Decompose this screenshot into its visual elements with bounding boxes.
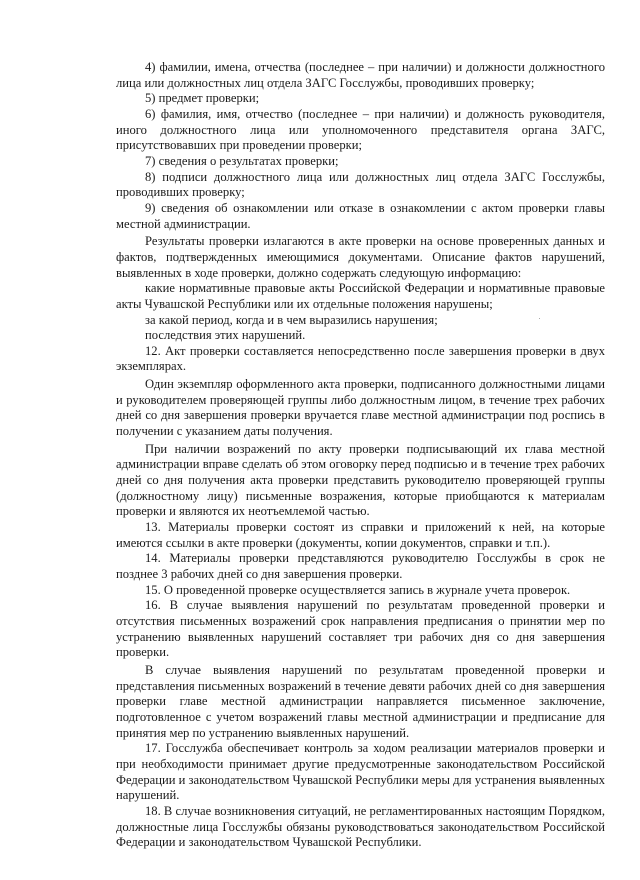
paragraph-item-4: 4) фамилии, имена, отчества (последнее – при наличии) и должности должностного лица или должностных лиц отдела ЗАГС Госслужбы, проводивших проверку; <box>116 60 605 90</box>
paragraph-15: 15. О проведенной проверке осуществляется запись в журнале учета проверок. <box>145 582 571 597</box>
document-body <box>116 60 605 851</box>
paragraph-14: 14. Материалы проверки представляются руководителю Госслужбы в срок не позднее 3 рабочих дней со дня завершения проверки. <box>116 551 605 581</box>
paragraph-violation-period: за какой период, когда и в чем выразились нарушения; <box>145 312 438 327</box>
paragraph-17: 17. Госслужба обеспечивает контроль за ходом реализации материалов проверки и при необходимости принимает другие предусмотренные законодательством Российской Федерации и законодательством Чувашской Республики меры для устранения выявленных нарушений. <box>116 741 605 803</box>
paragraph-item-8: 8) подписи должностного лица или должностных лиц отдела ЗАГС Госслужбы, проводивших проверку; <box>116 169 605 200</box>
scan-speck <box>539 318 540 319</box>
paragraph-12-objections: При наличии возражений по акту проверки подписывающий их глава местной администрации вправе сделать об этом оговорку перед подписью и в течение трех рабочих дней со дня получения акта проверки представить руководителю проверяющей группы (должностному лицу) письменные возражения, которые приобщаются к материалам проверки и являются их неотъемлемой частью. <box>116 441 605 519</box>
paragraph-18: 18. В случае возникновения ситуаций, не регламентированных настоящим Порядком, должностные лица Госслужбы обязаны руководствоваться законодательством Российской Федерации и законодательством Чувашской Республики. <box>116 803 605 850</box>
paragraph-item-6: 6) фамилия, имя, отчество (последнее – при наличии) и должность руководителя, иного должностного лица или уполномоченного представителя органа ЗАГС, присутствовавших при проведении проверки; <box>116 106 605 153</box>
paragraph-item-9: 9) сведения об ознакомлении или отказе в ознакомлении с актом проверки главы местной администрации. <box>116 200 605 231</box>
paragraph-12-copy-delivery: Один экземпляр оформленного акта проверки, подписанного должностными лицами и руководителем проверяющей группы либо должностным лицом, в течение трех рабочих дней со дня завершения проверки вручается главе местной администрации под роспись в получении с указанием даты получения. <box>116 377 605 439</box>
paragraph-16: 16. В случае выявления нарушений по результатам проведенной проверки и отсутствия письменных возражений срок направления предписания о принятии мер по устранению выявленных нарушений составляет три рабочих дня со дня завершения проверки. <box>116 598 605 660</box>
paragraph-results-intro: Результаты проверки излагаются в акте проверки на основе проверенных данных и фактов, подтвержденных имеющимися документами. Описание фактов нарушений, выявленных в ходе проверки, должно содержать следующую информацию: <box>116 234 605 280</box>
paragraph-item-7: 7) сведения о результатах проверки; <box>145 153 339 168</box>
paragraph-item-5: 5) предмет проверки; <box>145 91 260 106</box>
paragraph-16-with-objections: В случае выявления нарушений по результатам проведенной проверки и представления письменных возражений в течение девяти рабочих дней со дня завершения проверки главе местной администрации направляется письменное заключение, подготовленное с учетом возражений главы местной администрации и предписание для принятия мер по устранению выявленных нарушений. <box>116 662 605 740</box>
paragraph-12: 12. Акт проверки составляется непосредственно после завершения проверки в двух экземплярах. <box>116 343 605 374</box>
paragraph-violation-consequences: последствия этих нарушений. <box>145 328 306 343</box>
paragraph-13: 13. Материалы проверки состоят из справки и приложений к ней, на которые имеются ссылки в акте проверки (документы, копии документов, справки и т.п.). <box>116 520 605 550</box>
paragraph-violated-acts: какие нормативные правовые акты Российской Федерации и нормативные правовые акты Чувашской Республики или их отдельные положения нарушены; <box>116 281 605 311</box>
